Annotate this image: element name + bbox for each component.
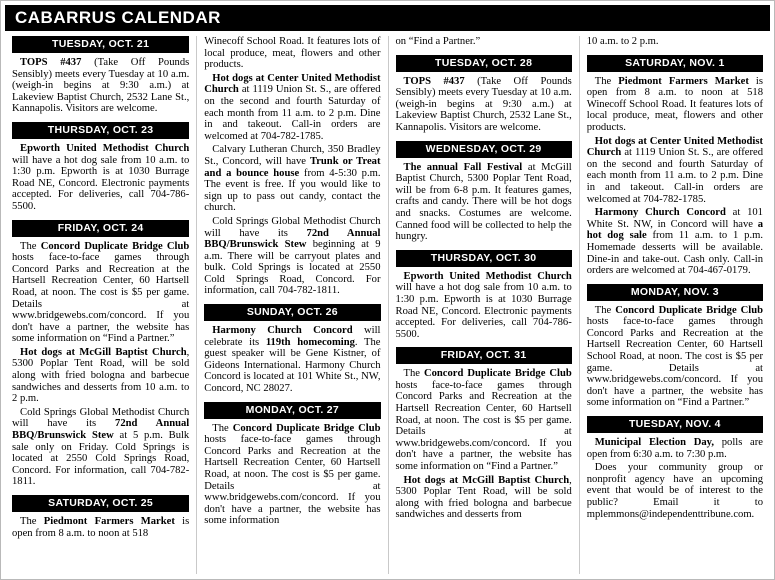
day-heading: TUESDAY, NOV. 4 — [587, 416, 763, 433]
calendar-entry: The Concord Duplicate Bridge Club hosts face-to-face games through Concord Parks and Recreation at the Hartsell Recreation Center, 60 Hartsell Road, at noon. The cost is $5 per game. Details at www.bridgewebs.com/concord. If you don't have a partner, the website has some information — [204, 422, 381, 527]
calendar-entry: The Concord Duplicate Bridge Club hosts face-to-face games through Concord Parks and Recreation at the Hartsell Recreation Center, 60 Hartsell Road, at noon. The cost is $5 per game. Details at www.bridgewebs.com/concord. If you don't have a partner, the website has some information on “Find a Partner.” — [12, 240, 190, 345]
calendar-entry: The Concord Duplicate Bridge Club hosts face-to-face games through Concord Parks and Recreation at the Hartsell Recreation Center, 60 Hartsell Road, at noon. The cost is $5 per game. Details at www.bridgewebs.com/concord. If you don't have a partner, the website has some information on “Find a Partner.” — [395, 368, 572, 473]
masthead — [5, 5, 770, 31]
calendar-entry: The Concord Duplicate Bridge Club hosts face-to-face games through Concord Parks and Recreation at the Hartsell Recreation Center, 60 Hartsell School Road, at noon. The cost is $5 per game. Details at www.bridgewebs.com/concord. If you don't have a partner, the website has some information on “Find a Partner.” — [586, 304, 764, 409]
day-heading: TUESDAY, OCT. 28 — [396, 55, 572, 72]
calendar-entry: The annual Fall Festival at McGill Baptist Church, 5300 Poplar Tent Road, will be from 6-8 p.m. It features games, crafts and candy. There will be hot dogs and snacks. Costumes are welcome. Canned food will be collected to help the hungry. — [395, 161, 572, 243]
page-title: CABARRUS CALENDAR — [15, 8, 221, 27]
column-1 — [5, 36, 196, 574]
calendar-entry: The Piedmont Farmers Market is open from 8 a.m. to noon at 518 Winecoff School Road. It features lots of local produce, meat, flowers and other products. — [586, 75, 763, 133]
calendar-entry: TOPS #437 (Take Off Pounds Sensibly) meets every Tuesday at 10 a.m. (weigh-in begins at 9:30 a.m.) at Lakeview Baptist Church, 2532 Lane St., Kannapolis. Visitors are welcome. — [12, 57, 190, 115]
calendar-entry: Municipal Election Day, polls are open from 6:30 a.m. to 7:30 p.m. — [586, 437, 763, 460]
column-3 — [388, 36, 579, 574]
day-heading: SATURDAY, OCT. 25 — [12, 495, 189, 512]
calendar-entry: Epworth United Methodist Church will have a hot dog sale from 10 a.m. to 1:30 p.m. Epworth is at 1030 Burrage Road NE, Concord. Electronic payments accepted. For deliveries, call 704-786-5500. — [395, 270, 572, 340]
day-heading: FRIDAY, OCT. 31 — [396, 347, 572, 364]
column-2 — [196, 36, 387, 574]
day-heading: TUESDAY, OCT. 21 — [12, 36, 189, 53]
calendar-entry: 10 a.m. to 2 p.m. — [586, 36, 659, 47]
calendar-entry: The Piedmont Farmers Market is open from 8 a.m. to noon at 518 — [12, 516, 190, 539]
calendar-entry: Hot dogs at Center United Methodist Church at 1119 Union St. S., are offered on the second and fourth Saturday of each month from 11 a.m. to 2 p.m. Dine in and takeout. Call-in orders are welcomed at 704-782-1785. — [586, 135, 763, 205]
day-heading: SATURDAY, NOV. 1 — [587, 55, 763, 72]
article-columns — [5, 36, 770, 574]
calendar-entry: Winecoff School Road. It features lots of local produce, meat, flowers and other products. — [204, 36, 381, 71]
calendar-entry: Harmony Church Concord will celebrate its 119th homecoming. The guest speaker will be Gene Kistner, of Gideons International. Harmony Church Concord is located at 101 White St., NW, Concord, NC 28027. — [204, 325, 381, 395]
calendar-entry: Epworth United Methodist Church will have a hot dog sale from 10 a.m. to 1:30 p.m. Epworth is at 1030 Burrage Road NE, Concord. Electronic payments accepted. For deliveries, call 704-786-5500. — [12, 142, 190, 212]
calendar-entry: Hot dogs at McGill Baptist Church, 5300 Poplar Tent Road, will be sold along with fried bologna and barbecue sandwiches and desserts from — [395, 474, 572, 521]
calendar-entry: Cold Springs Global Methodist Church will have its 72nd Annual BBQ/Brunswick Stew beginning at 9 a.m. There will be carryout plates and bulk. Cold Springs is located at 2550 Cold Springs Road, Concord. For information, call 704-782-1811. — [204, 215, 381, 297]
calendar-entry: Cold Springs Global Methodist Church will have its 72nd Annual BBQ/Brunswick Stew at 5 p.m. Bulk sale only on Friday. Cold Springs is located at 2550 Cold Springs Road, Concord. For information, call 704-782-1811. — [12, 406, 190, 488]
day-heading: MONDAY, NOV. 3 — [587, 284, 763, 301]
day-heading: FRIDAY, OCT. 24 — [12, 220, 189, 237]
day-heading: WEDNESDAY, OCT. 29 — [396, 141, 572, 158]
day-heading: SUNDAY, OCT. 26 — [204, 304, 380, 321]
calendar-entry: TOPS #437 (Take Off Pounds Sensibly) meets every Tuesday at 10 a.m. (weigh-in begins at 9:30 a.m.) at Lakeview Baptist Church, 2532 Lane St., Kannapolis. Visitors are welcome. — [395, 75, 572, 133]
day-heading: THURSDAY, OCT. 23 — [12, 122, 189, 139]
calendar-entry: on “Find a Partner.” — [395, 36, 481, 47]
column-4 — [579, 36, 770, 574]
calendar-entry: Hot dogs at Center United Methodist Church at 1119 Union St. S., are offered on the second and fourth Saturday of each month from 11 a.m. to 2 p.m. Dine in and takeout. Call-in orders are welcomed at 704-782-1785. — [204, 72, 381, 142]
calendar-entry: Does your community group or nonprofit agency have an upcoming event that would be of interest to the public? Email it to mplemmons@independenttribune.com. — [586, 462, 763, 520]
calendar-entry: Hot dogs at McGill Baptist Church, 5300 Poplar Tent Road, will be sold along with fried bologna and barbecue sandwiches and desserts from 10 a.m. to 2 p.m. — [12, 346, 190, 405]
day-heading: THURSDAY, OCT. 30 — [396, 250, 572, 267]
day-heading: MONDAY, OCT. 27 — [204, 402, 380, 419]
calendar-entry: Harmony Church Concord at 101 White St. NW, in Concord will have a hot dog sale from 11 a.m. to 1 p.m. Homemade desserts will be available. Dine-in and take-out. Cash only. Call-in orders are welcomed at 704-467-0179. — [586, 207, 763, 277]
calendar-entry: Calvary Lutheran Church, 350 Bradley St., Concord, will have Trunk or Treat and a bounce house from 4-5:30 p.m. The event is free. If you would like to sign up to pass out candy, contact the church. — [204, 144, 381, 214]
